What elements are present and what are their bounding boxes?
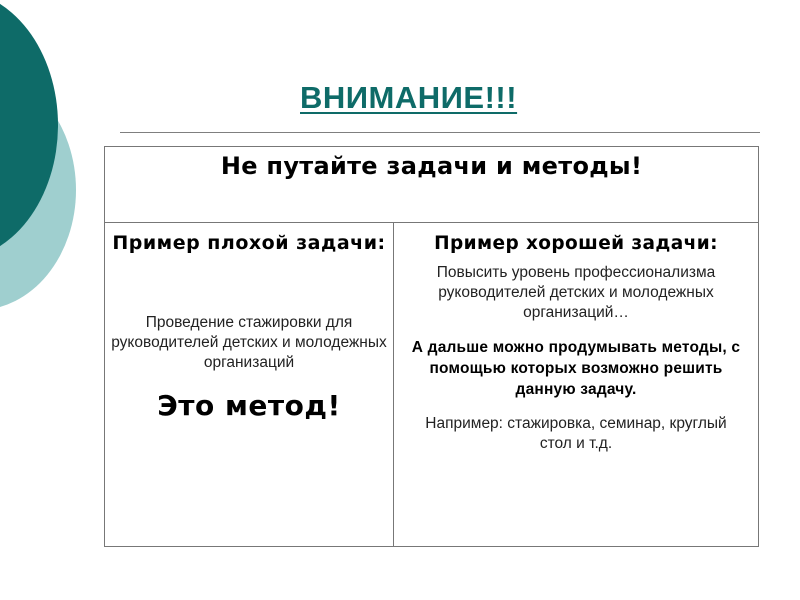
- good-task-example: Повысить уровень профессионализма руководителей детских и молодежных организаций…: [436, 264, 716, 321]
- good-task-column: [394, 223, 758, 546]
- bad-task-verdict: Это метод!: [157, 389, 341, 422]
- table-header: Не путайте задачи и методы!: [220, 152, 643, 180]
- bad-task-column: [105, 223, 394, 546]
- good-task-heading: Пример хорошей задачи:: [434, 233, 718, 254]
- good-task-note: А дальше можно продумывать методы, с помощью которых возможно решить данную задачу.: [411, 339, 741, 398]
- table-header-row: [105, 147, 758, 223]
- method-examples: Например: стажировка, семинар, круглый стол и т.д.: [425, 415, 727, 452]
- bad-task-example: Проведение стажировки для руководителей детских и молодежных организаций: [111, 314, 387, 371]
- slide-title: ВНИМАНИЕ!!!: [300, 80, 518, 115]
- title-divider: [120, 132, 760, 133]
- comparison-table: [104, 146, 759, 547]
- bad-task-heading: Пример плохой задачи:: [112, 232, 386, 254]
